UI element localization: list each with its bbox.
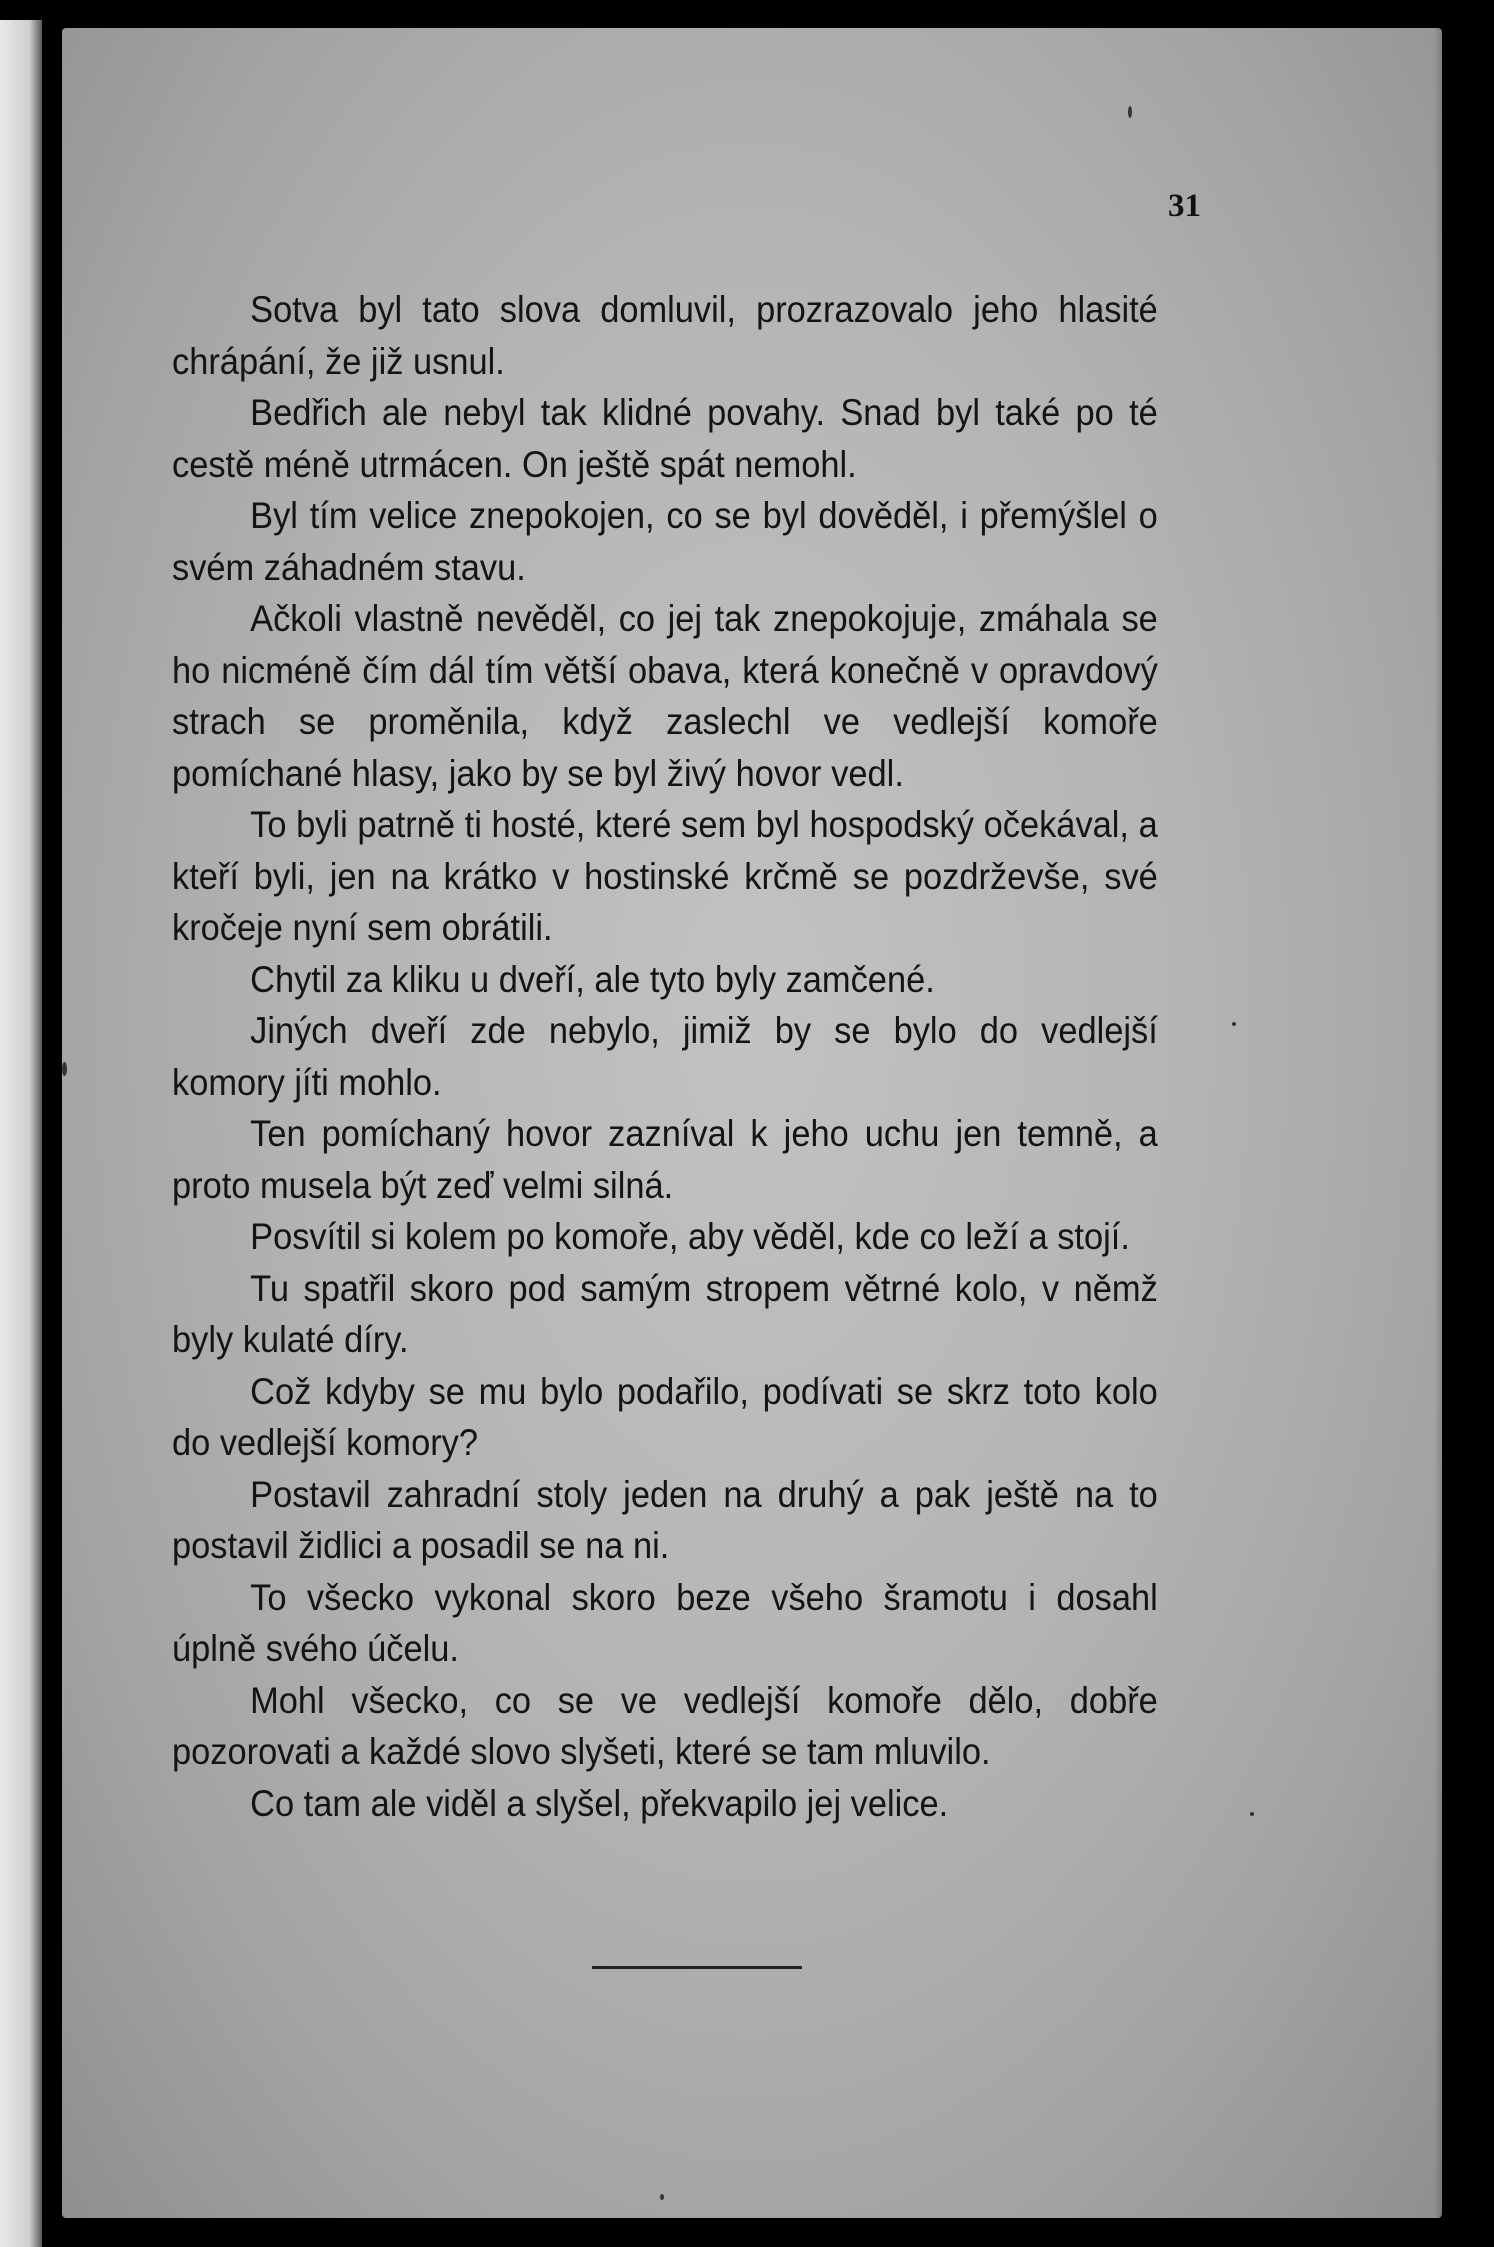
paper-speck — [1128, 106, 1132, 118]
paragraph: Bedřich ale nebyl tak klidné povahy. Snad byl také po té cestě méně utrmácen. On ještě spát nemohl. — [172, 392, 1158, 485]
paragraph: Co tam ale viděl a slyšel, překvapilo jej velice. — [250, 1782, 949, 1824]
paragraph: Ten pomíchaný hovor zazníval k jeho uchu jen temně, a proto musela být zeď velmi silná. — [172, 1113, 1158, 1206]
binding-shadow — [1434, 0, 1494, 2247]
paragraph: Tu spatřil skoro pod samým stropem větrné kolo, v němž byly kulaté díry. — [172, 1267, 1158, 1360]
paragraph: Sotva byl tato slova domluvil, prozrazovalo jeho hlasité chrápání, že již usnul. — [172, 289, 1158, 382]
paragraph: Postavil zahradní stoly jeden na druhý a pak ještě na to postavil židlici a posadil se na ni. — [172, 1473, 1158, 1566]
paper-speck — [1232, 1022, 1236, 1026]
paragraph: Byl tím velice znepokojen, co se byl dověděl, i přemýšlel o svém záhadném stavu. — [172, 495, 1158, 588]
section-end-rule — [592, 1966, 802, 1969]
page-number: 31 — [1168, 188, 1201, 224]
page-edge-strip — [0, 20, 42, 2247]
paper-speck — [660, 2194, 664, 2200]
paragraph: Mohl všecko, co se ve vedlejší komoře dělo, dobře pozorovati a každé slovo slyšeti, které se tam mluvilo. — [172, 1679, 1158, 1772]
paper-speck — [62, 1062, 67, 1076]
paragraph: To všecko vykonal skoro beze všeho šramotu i dosahl úplně svého účelu. — [172, 1576, 1158, 1669]
paragraph: Jiných dveří zde nebylo, jimiž by se bylo do vedlejší komory jíti mohlo. — [172, 1010, 1158, 1103]
paragraph: Což kdyby se mu bylo podařilo, podívati se skrz toto kolo do vedlejší komory? — [172, 1370, 1158, 1463]
paragraph: Posvítil si kolem po komoře, aby věděl, kde co leží a stojí. — [250, 1216, 1130, 1257]
paper-speck — [1250, 1812, 1254, 1816]
paragraph: Ačkoli vlastně nevěděl, co jej tak znepokojuje, zmáhala se ho nicméně čím dál tím větší obava, která konečně v opravdový strach se proměnila, když zaslechl ve vedlejší komoře pomíchané hlasy, jako by se byl živý hovor vedl. — [172, 598, 1158, 794]
body-text — [172, 284, 1158, 1829]
paragraph: To byli patrně ti hosté, které sem byl hospodský očekával, a kteří byli, jen na krátko v hostinské krčmě se pozdrževše, své kročeje nyní sem obrátili. — [172, 804, 1158, 948]
paragraph: Chytil za kliku u dveří, ale tyto byly zamčené. — [250, 958, 935, 1000]
